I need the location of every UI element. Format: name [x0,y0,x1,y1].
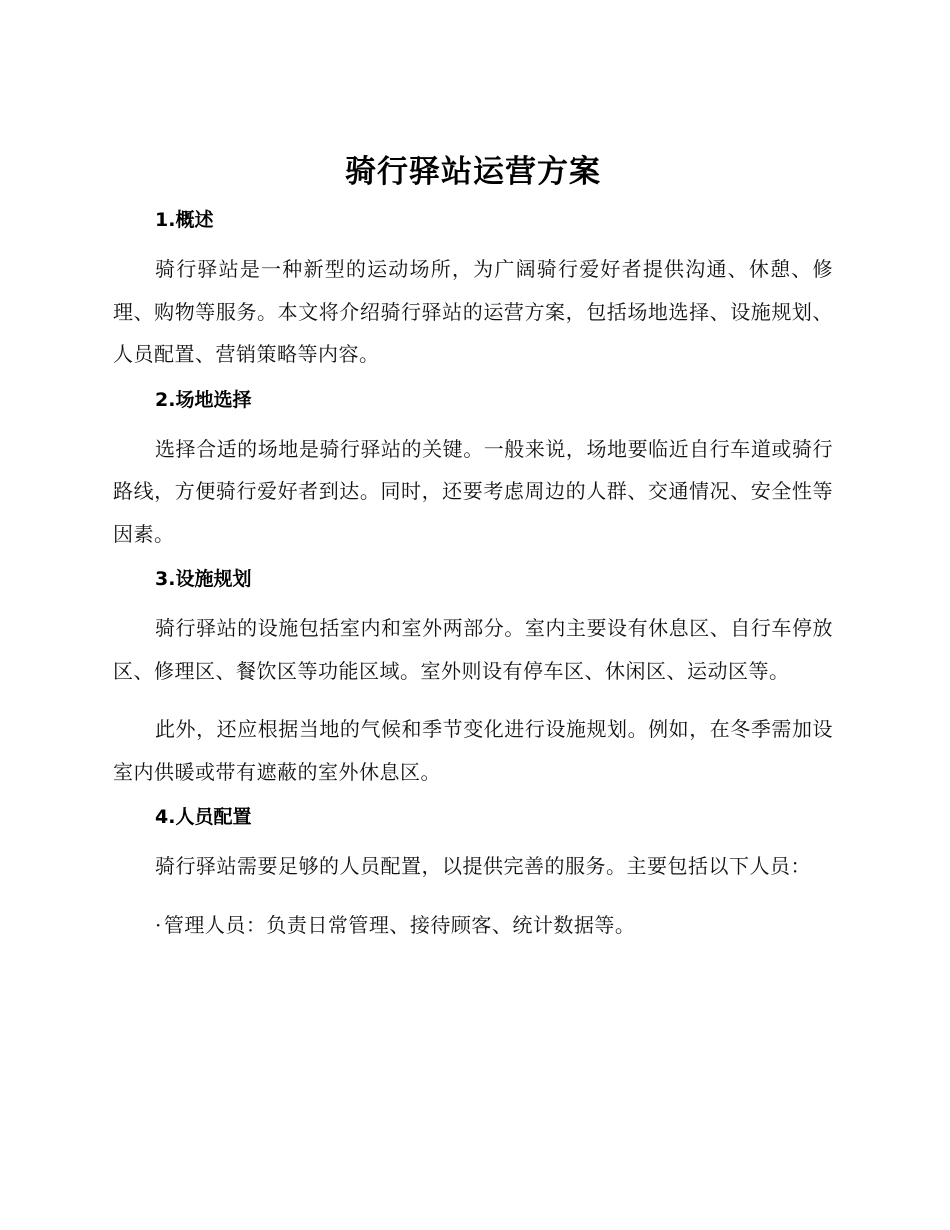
section-site-selection [113,384,833,556]
document-content [113,148,833,946]
bullet-text: 管理人员：负责日常管理、接待顾客、统计数据等。 [163,912,636,937]
section-heading: 2.场地选择 [155,388,252,411]
bullet-marker: · [155,912,162,937]
paragraph: 骑行驿站的设施包括室内和室外两部分。室内主要设有休息区、自行车停放区、修理区、餐饮区等功能区域。室外则设有停车区、休闲区、运动区等。 [113,616,833,683]
paragraph: 骑行驿站是一种新型的运动场所，为广阔骑行爱好者提供沟通、休憩、修理、购物等服务。本文将介绍骑行驿站的运营方案，包括场地选择、设施规划、人员配置、营销策略等内容。 [113,257,833,366]
paragraph: 此外，还应根据当地的气候和季节变化进行设施规划。例如，在冬季需加设室内供暖或带有遮蔽的室外休息区。 [113,717,833,784]
section-heading: 1.概述 [155,209,214,231]
paragraph: 选择合适的场地是骑行驿站的关键。一般来说，场地要临近自行车道或骑行路线，方便骑行爱好者到达。同时，还要考虑周边的人群、交通情况、安全性等因素。 [113,436,833,546]
section-heading: 3.设施规划 [155,568,252,590]
section-facility-planning [113,563,833,793]
section-heading: 4.人员配置 [155,806,252,828]
bullet-list-item [113,904,833,947]
section-overview [113,204,833,376]
document-title: 骑行驿站运营方案 [345,154,601,190]
section-staffing [113,801,833,946]
paragraph: 骑行驿站需要足够的人员配置，以提供完善的服务。主要包括以下人员： [155,854,811,878]
